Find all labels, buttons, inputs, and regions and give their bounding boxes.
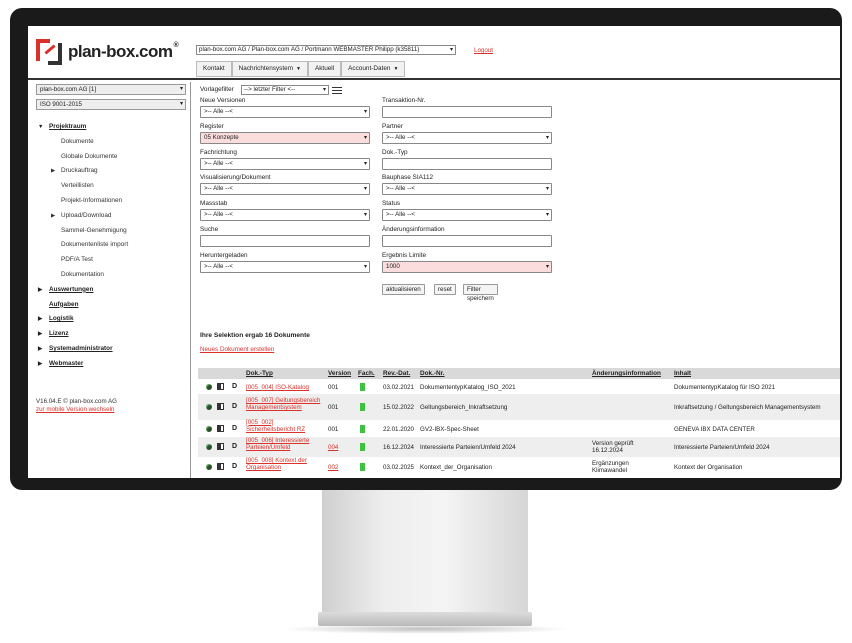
collapsed-arrow-icon: ▶ [38, 286, 43, 293]
logo [36, 36, 178, 68]
filter-value: >-- Alle --< [204, 108, 233, 115]
status-dot-icon [206, 464, 212, 470]
logo-text: plan-box.com® [68, 42, 179, 61]
doktyp-link[interactable]: [005_002] Sicherheitsbericht RZ [246, 418, 306, 433]
fach-indicator [360, 425, 365, 433]
column-header[interactable]: Rev.-Dat. [383, 370, 411, 377]
filter-value: >-- Alle --< [204, 159, 233, 167]
inhalt: Interessierte Parteien/Umfeld 2024 [674, 444, 770, 451]
status-dot-icon [206, 404, 212, 410]
sidebar-item-label: Upload/Download [61, 211, 112, 219]
dok-nr: DokumententypKatalog_ISO_2021 [420, 384, 516, 391]
rev-date: 22.01.2020 [383, 425, 414, 433]
chevron-down-icon: ▾ [363, 109, 367, 115]
filter-input[interactable] [382, 235, 552, 247]
filter-label: Partner [382, 122, 403, 130]
filter-massstab [200, 199, 370, 221]
document-type-letter: D [232, 424, 238, 432]
rev-date: 03.02.2025 [383, 464, 414, 471]
chevron-down-icon: ▾ [449, 47, 453, 53]
filter-label: Ergebnis Limite [382, 251, 427, 259]
preview-icon[interactable] [217, 403, 224, 410]
sidebar-item-upload-download[interactable] [36, 209, 192, 224]
collapsed-arrow-icon: ▶ [38, 360, 43, 367]
caret-down-icon: ▼ [393, 66, 399, 72]
filter-value: >-- Alle --< [204, 185, 233, 193]
filter-value: 1000 [386, 262, 400, 270]
filter-label: Änderungsinformation [382, 226, 445, 233]
doktyp-link[interactable]: [005_004] ISO-Katalog [246, 384, 309, 391]
sidebar [36, 84, 192, 478]
filter-label: Status [382, 200, 401, 208]
table-row[interactable] [198, 380, 840, 394]
context-select[interactable]: plan-box.com AG / Plan-box.com AG / Portmann WEBMASTER Philipp (k35811) ▾ [196, 45, 456, 55]
chevron-down-icon: ▾ [545, 186, 549, 193]
reset-button[interactable]: reset [434, 284, 456, 295]
sidebar-item-label: Sammel-Genehmigung [61, 226, 127, 234]
document-type-letter: D [232, 443, 238, 450]
collapsed-arrow-icon: ▶ [38, 331, 43, 338]
sidebar-item-dokumente[interactable] [36, 135, 192, 150]
sidebar-item-label: Druckauftrag [61, 167, 98, 175]
screen [28, 26, 840, 478]
filter-select[interactable] [200, 183, 370, 195]
topnav-label: Nachrichtensystem [238, 65, 294, 72]
version-cell: 001 [328, 384, 339, 391]
filter-label: Heruntergeladen [200, 251, 248, 259]
preview-icon[interactable] [217, 383, 224, 390]
filter-label: Neue Versionen [200, 97, 246, 104]
filter-input[interactable] [200, 235, 370, 247]
rev-date: 16.12.2024 [383, 444, 414, 451]
filter-input[interactable] [382, 158, 552, 170]
filter-label: Bauphase SIA112 [382, 174, 434, 182]
filter--nderungsinformation [382, 225, 552, 247]
filter-value: >-- Alle --< [386, 133, 415, 141]
filter-label: Visualisierung/Dokument [200, 174, 271, 182]
inhalt: DokumententypKatalog für ISO 2021 [674, 384, 776, 391]
column-header[interactable]: Inhalt [674, 370, 692, 377]
filter-label: Transaktion-Nr. [382, 97, 426, 104]
filter-value: >-- Alle --< [386, 211, 415, 219]
sidebar-item-sammel-genehmigung[interactable] [36, 224, 192, 239]
status-dot-icon [206, 426, 212, 432]
sidebar-item-label: Dokumente [61, 137, 94, 145]
monitor-stand [322, 487, 528, 617]
version-link[interactable]: 004 [328, 444, 339, 451]
new-document-link[interactable]: Neues Dokument erstellen [200, 346, 275, 353]
standard-select[interactable]: ISO 9001-2015 ▾ [36, 99, 186, 110]
topnav-item-aktuell[interactable] [308, 62, 341, 77]
sidebar-item-label: Dokumentenliste import [61, 241, 129, 249]
document-type-letter: D [232, 403, 238, 410]
topnav-label: Kontakt [203, 65, 225, 72]
filter-bauphase-sia112 [382, 173, 552, 195]
header-divider [28, 78, 840, 80]
sidebar-item-dokumentation[interactable] [36, 268, 192, 283]
save-filter-button[interactable]: Filter speichern [463, 284, 498, 295]
mobile-version-link[interactable]: zur mobile Version wechseln [36, 406, 115, 413]
sidebar-item-verteillisten[interactable] [36, 179, 192, 194]
filter-label: Suche [200, 226, 219, 233]
filter-select[interactable] [200, 209, 370, 221]
sidebar-item-label: Dokumentation [61, 270, 104, 278]
chevron-down-icon: ▾ [545, 212, 549, 219]
collapsed-arrow-icon: ▶ [38, 316, 43, 323]
topnav-label: Account-Daten [348, 65, 391, 72]
sidebar-item-logistik[interactable] [36, 312, 192, 327]
dok-nr: GV2-IBX-Spec-Sheet [420, 425, 479, 433]
filter-value: >-- Alle --< [204, 211, 233, 219]
inhalt: Kontext der Organisation [674, 464, 743, 471]
dok-nr: Interessierte Parteien/Umfeld 2024 [420, 444, 516, 451]
document-type-letter: D [232, 463, 238, 470]
filter-label: Fachrichtung [200, 148, 237, 156]
inhalt: Inkraftsetzung / Geltungsbereich Managementsystem [674, 404, 821, 411]
document-type-letter: D [232, 383, 238, 390]
table-header [198, 368, 840, 379]
filter-label: Massstab [200, 200, 228, 208]
version-cell: 001 [328, 404, 339, 411]
filter-select[interactable] [382, 183, 552, 195]
vorlagefilter-select[interactable]: --> letzter Filter <-- ▾ [241, 85, 329, 95]
aenderungsinfo: Version geprüft 16.12.2024 [592, 440, 634, 454]
filter-fachrichtung [200, 148, 370, 170]
monitor-base [318, 612, 532, 626]
column-header[interactable]: Fach. [358, 370, 375, 377]
company-select[interactable]: plan-box.com AG [1] ▾ [36, 84, 186, 95]
collapsed-arrow-icon: ▶ [51, 212, 56, 219]
vorlagefilter-label: Vorlagefilter [200, 86, 234, 93]
doktyp-link[interactable]: [005_006] Interessierte Parteien/Umfeld [246, 437, 310, 451]
chevron-down-icon: ▾ [363, 186, 367, 193]
sidebar-item-label: Projekt-Informationen [61, 196, 123, 204]
filter-value: >-- Alle --< [204, 262, 233, 270]
filter-dok-typ [382, 148, 552, 170]
sidebar-item-projektraum[interactable] [36, 120, 192, 135]
filter-transaktion-nr- [382, 96, 552, 118]
filter-select[interactable] [200, 158, 370, 170]
inhalt: GENEVA IBX DATA CENTER [674, 425, 755, 433]
sidebar-item-aufgaben[interactable] [36, 298, 192, 313]
chevron-down-icon: ▾ [545, 263, 549, 270]
table-row[interactable] [198, 437, 840, 457]
filter-ergebnis-limite [382, 251, 552, 273]
sidebar-item-pdf-a-test[interactable] [36, 253, 192, 268]
filter-value: 05 Konzepte [204, 133, 239, 141]
logout-link[interactable]: Logout [474, 47, 493, 54]
sidebar-item-label: Lizenz [49, 330, 69, 338]
sidebar-item-label: PDF/A Test [61, 256, 93, 264]
filter-input[interactable] [382, 106, 552, 118]
sidebar-item-systemadministrator[interactable] [36, 342, 192, 357]
topnav-label: Aktuell [314, 65, 335, 72]
table-row[interactable] [198, 420, 840, 437]
filter-select[interactable] [200, 106, 370, 118]
status-dot-icon [206, 384, 212, 390]
doktyp-link[interactable]: [005_008] Kontext der Organisation [246, 457, 307, 471]
sidebar-item-label: Globale Dokumente [61, 152, 118, 160]
sidebar-item-label: Webmaster [49, 359, 84, 367]
update-button[interactable]: aktualisieren [382, 284, 425, 295]
column-header[interactable]: Dok.-Nr. [420, 370, 445, 377]
rev-date: 15.02.2022 [383, 404, 414, 411]
chevron-down-icon: ▾ [322, 87, 326, 93]
sidebar-nav [36, 120, 192, 372]
sidebar-item-label: Aufgaben [49, 300, 79, 308]
filter-select[interactable] [382, 209, 552, 221]
filter-select[interactable] [382, 261, 552, 273]
chevron-down-icon: ▾ [363, 212, 367, 219]
filter-visualisierung-dokument [200, 173, 370, 195]
fach-indicator [360, 463, 365, 471]
topnav-item-nachrichtensystem[interactable] [232, 62, 308, 77]
column-header[interactable]: Dok.-Typ [246, 370, 273, 377]
table-row[interactable] [198, 457, 840, 477]
preview-icon[interactable] [217, 425, 224, 432]
chevron-down-icon: ▾ [363, 263, 367, 270]
doktyp-link[interactable]: [005_007] Geltungsbereich Managementsystem [246, 397, 321, 411]
sidebar-item-auswertungen[interactable] [36, 283, 192, 298]
chevron-down-icon: ▾ [179, 101, 183, 107]
sidebar-item-label: Auswertungen [49, 285, 94, 293]
topnav-item-kontakt[interactable] [196, 62, 232, 77]
sidebar-item-label: Projektraum [49, 123, 87, 130]
sidebar-item-druckauftrag[interactable] [36, 164, 192, 179]
filter-heruntergeladen [200, 251, 370, 273]
expanded-arrow-icon: ▼ [38, 124, 44, 130]
filter-status [382, 199, 552, 221]
caret-down-icon: ▼ [296, 66, 301, 72]
filter-select[interactable] [200, 261, 370, 273]
rev-date: 03.02.2021 [383, 384, 414, 391]
status-dot-icon [206, 444, 212, 450]
fach-indicator [360, 443, 365, 451]
aenderungsinfo: Ergänzungen Klimawandel [592, 460, 629, 474]
version-cell: 001 [328, 425, 339, 433]
chevron-down-icon: ▾ [363, 160, 367, 167]
result-count: Ihre Selektion ergab 16 Dokumente [200, 332, 310, 339]
column-header[interactable]: Version [328, 370, 352, 377]
filter-select[interactable] [200, 132, 370, 144]
sidebar-item-label: Systemadministrator [49, 344, 113, 352]
collapsed-arrow-icon: ▶ [38, 345, 43, 352]
filter-select[interactable] [382, 132, 552, 144]
sidebar-item-dokumentenliste-import[interactable] [36, 238, 192, 253]
sidebar-item-label: Logistik [49, 315, 74, 323]
fach-indicator [360, 403, 365, 411]
topnav-item-account-daten[interactable] [341, 62, 405, 77]
filter-settings-icon[interactable] [332, 85, 342, 94]
filter-label: Dok.-Typ [382, 148, 408, 156]
fach-indicator [360, 383, 365, 391]
sidebar-item-projekt-informationen[interactable] [36, 194, 192, 209]
table-row[interactable] [198, 394, 840, 420]
monitor-bezel [10, 8, 842, 490]
preview-icon[interactable] [217, 443, 224, 450]
preview-icon[interactable] [217, 463, 224, 470]
filter-suche [200, 225, 370, 247]
sidebar-item-globale-dokumente[interactable] [36, 150, 192, 165]
chevron-down-icon: ▾ [545, 134, 549, 141]
dok-nr: Geltungsbereich_Inkraftsetzung [420, 404, 508, 411]
top-navigation [196, 61, 405, 76]
filter-partner [382, 122, 552, 144]
version-link[interactable]: 002 [328, 464, 339, 471]
chevron-down-icon: ▾ [179, 86, 183, 92]
collapsed-arrow-icon: ▶ [51, 168, 56, 175]
chevron-down-icon: ▾ [363, 134, 367, 141]
column-header[interactable]: Änderungsinformation [592, 370, 661, 377]
filter-register [200, 122, 370, 144]
filter-neue-versionen [200, 96, 370, 118]
sidebar-item-webmaster[interactable] [36, 357, 192, 372]
logo-mark-icon [36, 39, 62, 65]
sidebar-item-lizenz[interactable] [36, 327, 192, 342]
sidebar-item-label: Verteillisten [61, 182, 94, 190]
dok-nr: Kontext_der_Organisation [420, 464, 492, 471]
filter-label: Register [200, 122, 224, 130]
version-text: V16.04.E © plan-box.com AG [36, 398, 117, 405]
filter-value: >-- Alle --< [386, 185, 415, 193]
